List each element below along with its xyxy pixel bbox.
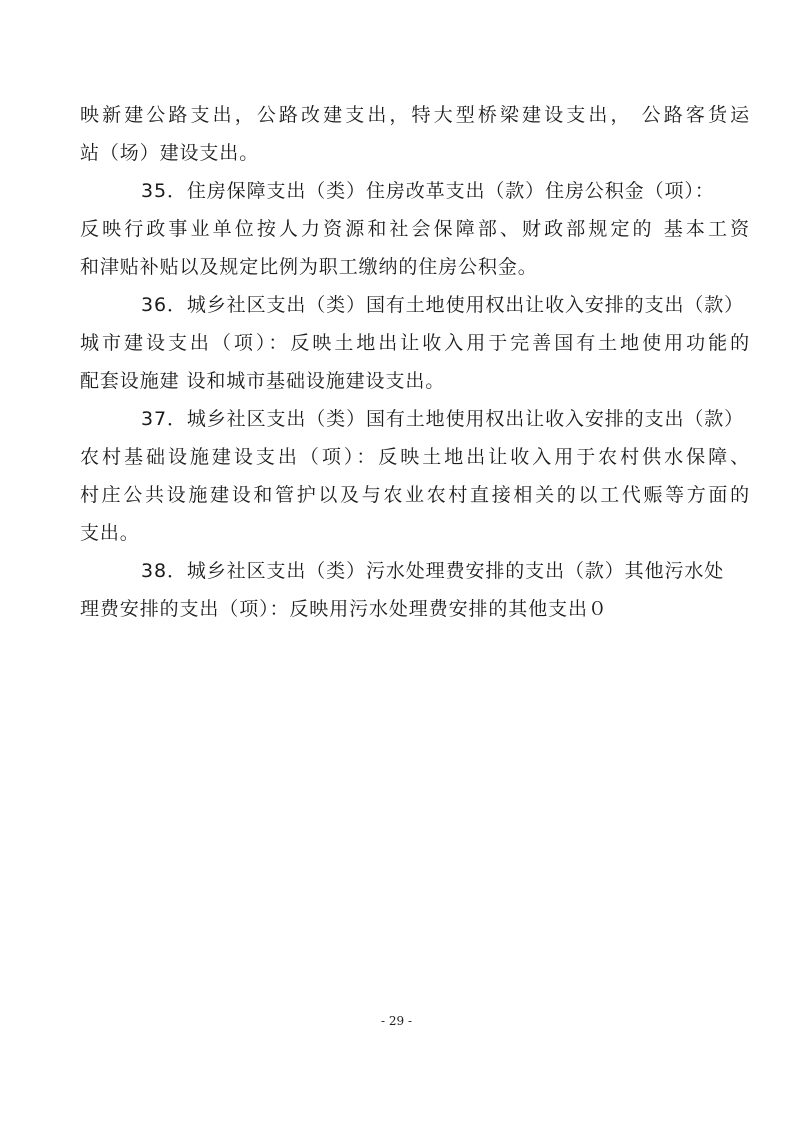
text-line: 映新建公路支出，公路改建支出，特大型桥梁建设支出， 公路客货运	[80, 104, 750, 126]
text-line: 支出。	[80, 522, 140, 544]
text-line: 理费安排的支出（项）：反映用污水处理费安排的其他支出０	[80, 598, 608, 620]
text-line: 和津贴补贴以及规定比例为职工缴纳的住房公积金。	[80, 256, 538, 278]
text-line: 配套设施建 设和城市基础设施建设支出。	[80, 370, 446, 392]
text-line: 农村基础设施建设支出（项）：反映土地出让收入用于农村供水保障、	[80, 446, 750, 468]
item-36-heading: 36．城乡社区支出（类）国有土地使用权出让收入安排的支出（款）	[141, 294, 745, 316]
text-line: 反映行政事业单位按人力资源和社会保障部、财政部规定的 基本工资	[80, 218, 750, 240]
text-line: 村庄公共设施建设和管护以及与农业农村直接相关的以工代赈等方面的	[80, 484, 750, 506]
item-35-heading: 35．住房保障支出（类）住房改革支出（款）住房公积金（项）：	[141, 180, 715, 202]
page-number: - 29 -	[380, 1014, 412, 1028]
text-line: 城市建设支出（项）：反映土地出让收入用于完善国有土地使用功能的	[80, 332, 750, 354]
text-line: 站（场）建设支出。	[80, 142, 260, 164]
item-37-heading: 37．城乡社区支出（类）国有土地使用权出让收入安排的支出（款）	[141, 408, 745, 430]
body-text	[80, 96, 750, 628]
item-38-heading: 38．城乡社区支出（类）污水处理费安排的支出（款）其他污水处	[141, 560, 725, 582]
